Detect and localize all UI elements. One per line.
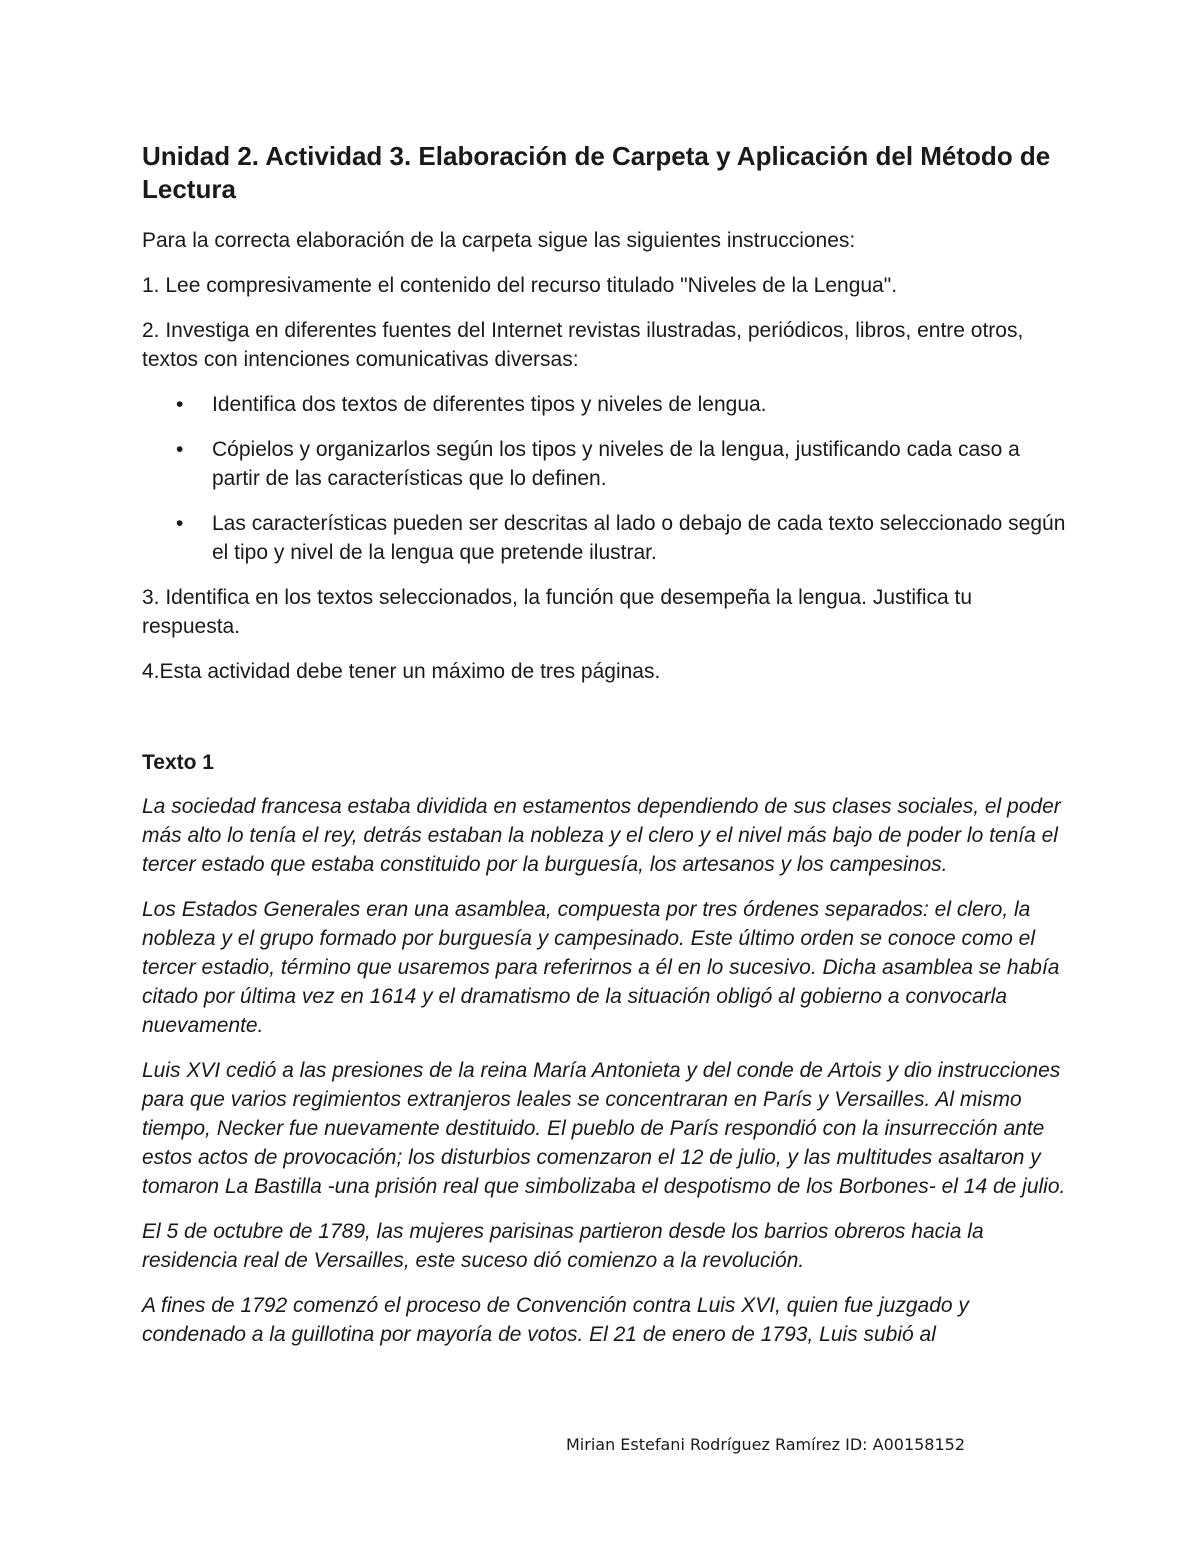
step-1: 1. Lee compresivamente el contenido del recurso titulado "Niveles de la Lengua". bbox=[142, 274, 898, 297]
bullet-text: Cópielos y organizarlos según los tipos y niveles de la lengua, justificando cada caso a partir de las características que lo definen. bbox=[212, 438, 1020, 490]
bullet-list bbox=[142, 390, 1072, 567]
text1-paragraph-2: Los Estados Generales eran una asamblea, compuesta por tres órdenes separados: el clero, la nobleza y el grupo formado por burguesía y campesinado. Este último orden se conoce como el tercer estadio, término que usaremos para referirnos a él en lo sucesivo. Dicha asamblea se había citado por última vez en 1614 y el dramatismo de la situación obligó al gobierno a convocarla nuevamente. bbox=[142, 898, 1060, 1037]
list-item bbox=[142, 509, 1072, 567]
list-item bbox=[142, 435, 1072, 493]
list-item bbox=[142, 390, 1072, 419]
bullet-icon: • bbox=[176, 438, 184, 461]
bullet-icon: • bbox=[176, 512, 184, 535]
bullet-text: Identifica dos textos de diferentes tipos y niveles de lengua. bbox=[212, 393, 767, 416]
document-title: Unidad 2. Actividad 3. Elaboración de Carpeta y Aplicación del Método de Lectura bbox=[142, 141, 1051, 204]
bullet-text: Las características pueden ser descritas al lado o debajo de cada texto seleccionado según el tipo y nivel de la lengua que pretende ilustrar. bbox=[212, 512, 1066, 564]
text1-paragraph-3: Luis XVI cedió a las presiones de la reina María Antonieta y del conde de Artois y dio instrucciones para que varios regimientos extranjeros leales se concentraran en París y Versailles. Al mismo tiempo, Necker fue nuevamente destituido. El pueblo de París respondió con la insurrección ante estos actos de provocación; los disturbios comenzaron el 12 de julio, y las multitudes asaltaron y tomaron La Bastilla -una prisión real que simbolizaba el despotismo de los Borbones- el 14 de julio. bbox=[142, 1059, 1066, 1198]
bullet-icon: • bbox=[176, 393, 184, 416]
section-heading: Texto 1 bbox=[142, 751, 214, 774]
step-3: 3. Identifica en los textos seleccionados, la función que desempeña la lengua. Justifica tu respuesta. bbox=[142, 586, 973, 638]
step-2: 2. Investiga en diferentes fuentes del Internet revistas ilustradas, periódicos, libros, entre otros, textos con intenciones comunicativas diversas: bbox=[142, 319, 1024, 371]
text1-paragraph-4: El 5 de octubre de 1789, las mujeres parisinas partieron desde los barrios obreros hacia la residencia real de Versailles, este suceso dió comienzo a la revolución. bbox=[142, 1220, 984, 1272]
text1-paragraph-1: La sociedad francesa estaba dividida en estamentos dependiendo de sus clases sociales, el poder más alto lo tenía el rey, detrás estaban la nobleza y el clero y el nivel más bajo de poder lo tenía el tercer estado que estaba constituido por la burguesía, los artesanos y los campesinos. bbox=[142, 795, 1061, 876]
step-4: 4.Esta actividad debe tener un máximo de tres páginas. bbox=[142, 660, 661, 683]
text1-paragraph-5: A fines de 1792 comenzó el proceso de Convención contra Luis XVI, quien fue juzgado y condenado a la guillotina por mayoría de votos. El 21 de enero de 1793, Luis subió al bbox=[142, 1294, 969, 1346]
instructions-intro: Para la correcta elaboración de la carpeta sigue las siguientes instrucciones: bbox=[142, 229, 856, 252]
document-content bbox=[142, 140, 1072, 1349]
page-footer: Mirian Estefani Rodríguez Ramírez ID: A00158152 bbox=[566, 1435, 966, 1454]
